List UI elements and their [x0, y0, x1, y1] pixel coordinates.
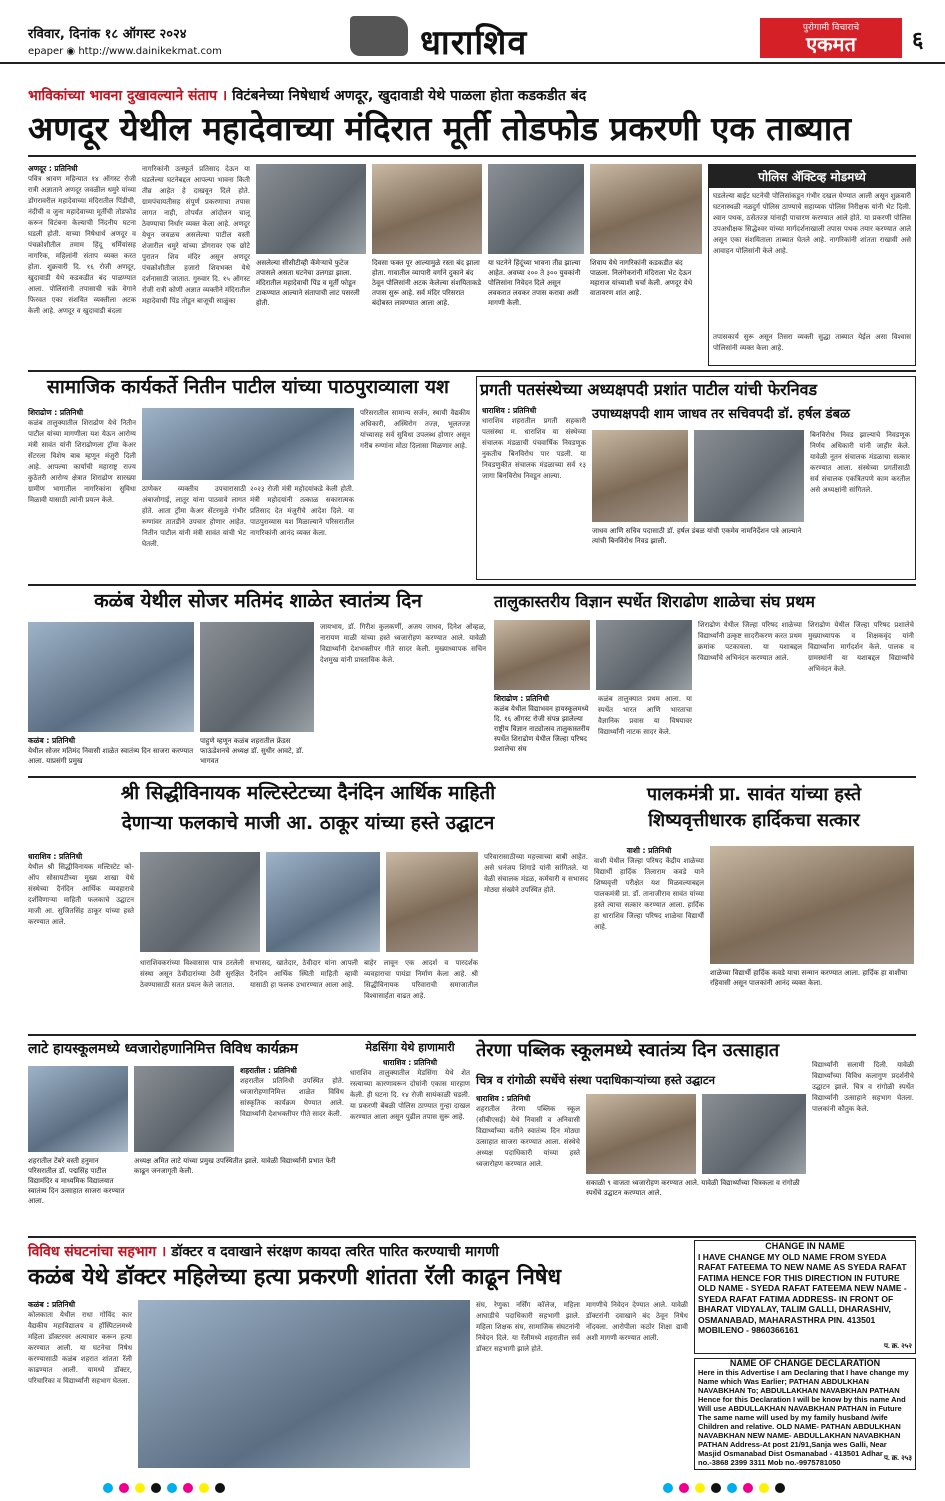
story7-col [594, 846, 704, 1024]
story11-text-2: संघ, रेणुका नर्सिंग कॉलेज, महिला आघाडीचे पदाधिकारी सहभागी झाले. महिला शिक्षक संघ, सामाजिक संघटनांनी निवेदन दिले. या रॅलीमध्ये शहरातील सर्व डॉक्टर सहभागी झाले होते. [476, 1301, 580, 1353]
lead-text-2: नागरिकांनी उत्स्फूर्त प्रतिसाद देऊन या घडलेल्या घटनेबद्दल आपल्या भावना किती तीव्र आहेत हे दाखवून दिले होते. ग्रामपंचायतीसह संपूर्ण प्रकरणाचा तपास लागत नाही, तोपर्यंत आंदोलन चालू ठेवण्याचा निर्धार व्यक्त केला आहे. अणदूर येथून जवळच असलेल्या पाटील वस्ती शेजारील धमुरे यांच्या डोंगरावर एक छोटे पुरातन शिव मंदिर असून अणदूर पंचक्रोशीतील हजारो शिवभक्त येथे दर्शनासाठी जातात. गुरुवार दि. १५ ऑगस्ट रोजी रात्री कोणी अज्ञात व्यक्तीने मंदिरातील महादेवाची पिंड तोडून बाजूची साळुंका [142, 165, 250, 305]
story11-kicker-text: डॉक्टर व दवाखाने संरक्षण कायदा त्वरित पारित करण्याची मागणी [171, 1244, 499, 1260]
story11-byline: कळंब : प्रतिनिधी [28, 1300, 76, 1309]
police-box [708, 164, 916, 366]
story11-kicker-red: विविध संघटनांचा सहभाग । [28, 1244, 167, 1260]
lead-photo-4 [590, 164, 702, 254]
story7-headline-2: शिष्यवृत्तीधारक हार्दिकचा सत्कार [648, 810, 860, 831]
story4-photo-2 [200, 622, 314, 732]
story8-text: शहरातील प्रतिनिधी उपस्थित होते. ध्वजारोहणानिमित्त शाळेत विविध सांस्कृतिक कार्यक्रम घेण्यात आले. विद्यार्थ्यांनी देशभक्तीपर गीते सादर केली. [240, 1077, 344, 1118]
ad2-body: Here in this Advertise I am Declaring that I have change my Name which Was Earlier; PATHAN ABDULKHAN NAVABKHAN To; ABDULLAKHAN NAVABKHAN PATHAN Hence for this Declaration I will be know by this name And Will use ABDULLAKHAN NAVABKHAN PATHAN in Future The same name will used by my family husband /wife Children and relative. OLD NAME- PATHAN ABDULKHAN NAVABKHAN NEW NAME- ABDULLAKHAN NAVABKHAN PATHAN Address-At post 21/91,Sanja wes Galli, Near Masjid Osmanabad Dist Osmanabad - 413501 Adhar no.-3868 2399 3311 Mob no.-9975781050 [698, 1368, 909, 1467]
story10-photo-1 [586, 1094, 696, 1174]
story6-text-3: सभासद, खातेदार, ठेवीदार यांना आपली दैनंदिन आर्थिक स्थिती माहिती व्हावी यासाठी हा फलक उभारण्यात आला आहे. [250, 959, 358, 989]
story6-byline: धाराशिव : प्रतिनिधी [28, 852, 83, 861]
story7-photo [710, 846, 914, 964]
story2-byline: शिराढोण : प्रतिनिधी [28, 408, 84, 417]
lead-caption-4: शिवाय येथे नागरिकांनी कडकडीत बंद पाळला. निलंगेकरांनी मंदिराला भेट देऊन महाराज यांच्याशी चर्चा केली. अणदूर येथे वातावरण शांत आहे. [590, 259, 693, 297]
story6-photo-3 [386, 852, 478, 952]
brand-name: एकमत [806, 32, 856, 56]
police-box-footer: तपासकार्य सुरू असून तिसरा व्यक्ती सुद्धा ताब्यात येईल असा विश्वास पोलिसांनी व्यक्त केला आहे. [713, 333, 911, 352]
story6-headline-2: देणाऱ्या फलकाचे माजी आ. ठाकूर यांच्या हस्ते उद्घाटन [121, 812, 495, 834]
registration-marks-right [660, 1478, 788, 1497]
lead-caption-3: या घटनेने हिंदूंच्या भावना तीव्र झाल्या आहेत. अवघ्या २०० ते ३०० युवकांनी पोलिसांना निवेदन दिले असून लवकरात लवकर तपास करावा अशी मागणी केली. [488, 259, 581, 307]
story10-caption: सकाळी ९ वाजता ध्वजारोहण करण्यात आले. यावेळी विद्यार्थ्यांच्या चित्रकला व रांगोळी स्पर्धेचे उद्घाटन करण्यात आले. [586, 1179, 800, 1197]
classified-ad-1 [694, 1240, 916, 1354]
classified-ad-2 [694, 1358, 916, 1470]
story10-headline: तेरणा पब्लिक स्कूलमध्ये स्वातंत्र्य दिन उत्साहात [476, 1040, 780, 1061]
story6-text-1: येथील श्री सिद्धीविनायक मल्टिस्टेट को-ऑप सोसायटीच्या मुख्य शाखा येथे संस्थेच्या दैनंदिन आर्थिक व्यवहाराचे दर्शविणाऱ्या माहिती फलकाचे उद्घाटन माजी आ. सुजितसिंह ठाकूर यांच्या हस्ते करण्यात आले. [28, 863, 134, 926]
story2-text-3: २०२३ रोजी मंत्री महोदयांकडे केली होती. मंत्री महोदयांनी तत्काळ सकारात्मक प्रतिसाद देत मंजुरीचे आदेश दिले. या पाठपुराव्यास यश मिळाल्याने परिसरातील नागरिकांनी आनंद व्यक्त केला. [250, 485, 354, 537]
story8-col [240, 1066, 344, 1152]
story2-photo [142, 408, 354, 480]
ad1-title: CHANGE IN NAME [765, 1241, 845, 1251]
story7-text: वाशी येथील जिल्हा परिषद केंद्रीय शाळेच्या विद्यार्थी हार्दिक तिलाराम कवडे याने शिष्यवृत्ती परीक्षेत यश मिळवल्याबद्दल पालकमंत्री प्रा. डॉ. तानाजीराव सावंत यांच्या हस्ते त्याचा सत्कार करण्यात आला. हार्दिक हा धाराशिव जिल्हा परिषद शाळेचा विद्यार्थी आहे. [594, 857, 704, 931]
story9-byline: धाराशिव : प्रतिनिधी [382, 1058, 438, 1067]
story3-caption: जाधव आणि सचिव पदासाठी डॉ. हर्षल डंबळ यांची एकमेव नामनिर्देशन पत्रे आल्याने त्यांची बिनविरोध निवड झाली. [592, 527, 802, 545]
story2-headline: सामाजिक कार्यकर्ते नितीन पाटील यांच्या पाठपुराव्याला यश [47, 376, 449, 398]
lead-caption-2: दिवसा फक्त पूर आल्यामुळे रस्ता बंद झाला होता. गावातील व्यापारी वर्गाने दुकाने बंद ठेवून पोलिसांनी अटक केलेल्या संशयिताकडे तपास सुरू आहे. सर्व मंदिर परिसरात बंदोबस्त लावण्यात आला आहे. [372, 259, 482, 307]
story6-photo-1 [140, 852, 260, 952]
story6-text-4: बाहेर लावून एक आदर्श व पारदर्शक व्यवहाराचा पायंडा निर्माण केला आहे. श्री सिद्धीविनायक परिवाराची समाजातील विश्वासार्हता वाढत आहे. [364, 959, 478, 1000]
story5-cap-wrap [494, 694, 594, 770]
story11-kicker [28, 1242, 688, 1261]
story8-photo-2 [134, 1066, 234, 1152]
story10-text-1: शहरातील तेरणा पब्लिक स्कूल (सीबीएसई) येथे निवासी व अनिवासी विद्यार्थ्यांच्या वतीने स्वातंत्र्य दिन मोठ्या उत्साहात साजरा करण्यात आला. संस्थेचे अध्यक्ष पदाधिकारी यांच्या हस्ते ध्वजारोहण करण्यात आले. [476, 1105, 580, 1168]
story10-text-2: विद्यार्थ्यांनी सलामी दिली. यावेळी विद्यार्थ्यांच्या विविध कलागुण प्रदर्शनीचे उद्घाटन झाले. चित्र व रांगोळी स्पर्धेत विद्यार्थ्यांनी उत्साहाने सहभाग घेतला. पालकांनी कौतुक केले. [812, 1061, 914, 1113]
story10-subhead: चित्र व रांगोळी स्पर्धेचे संस्था पदाधिकाऱ्यांच्या हस्ते उद्घाटन [476, 1073, 716, 1087]
story8-byline: शहरातील : प्रतिनिधी [240, 1066, 297, 1075]
lead-photo-1 [256, 164, 366, 254]
ad1-body: I HAVE CHANGE MY OLD NAME FROM SYEDA RAFAT FATEEMA TO NEW NAME AS SYEDA RAFAT FATIMA HENCE FOR THIS DIRECTION IN FUTURE OLD NAME - SYEDA RAFAT FATEEMA NEW NAME - SYEDA RAFAT FATIMA ADDRESS- IN FRONT OF BHARAT VIDYALAY, TALIM GALLI, DHARASHIV, OSMANABAD, MAHARASTHRA PIN. 413501 MOBILENO - 9860366161 [698, 1251, 907, 1335]
story11-text-1: कोलकाता येथील राधा गोविंद कार वैद्यकीय महाविद्यालय व हॉस्पिटलमध्ये महिला डॉक्टरवर अत्याचार करून हत्या करण्यात आली. या घटनेचा निषेध करण्यासाठी कळंब शहरात शांतता रॅली काढण्यात आली. यामध्ये डॉक्टर, परिचारिका व विद्यार्थ्यांनी सहभाग घेतला. [28, 1311, 132, 1385]
story4-headline: कळंब येथील सोजर मतिमंद शाळेत स्वातंत्र्य दिन [94, 590, 422, 612]
story5-text-2: शिराढोण येथील जिल्हा परिषद शाळेच्या विद्यार्थ्यांनी उत्कृष्ट सादरीकरण करत प्रथम क्रमांक पटकावला. या यशाबद्दल विद्यार्थ्यांचे अभिनंदन करण्यात आले. [698, 621, 802, 662]
story4-caption-1-wrap [28, 736, 194, 770]
story7-headline-1: पालकमंत्री प्रा. सावंत यांच्या हस्ते [646, 784, 862, 805]
story8-caption-1: शहरातील टेंबरे वस्ती हनुमान परिसरातील डॉ. पद्मसिंह पाटील विद्यामंदिर व माध्यमिक विद्यालयात स्वातंत्र्य दिन उत्साहात साजरा करण्यात आला. [28, 1157, 125, 1205]
newspaper-logo [760, 18, 902, 58]
story2-text-2: ठाणेकर व्यक्तीच उपचारासाठी अंबाजोगाई, लातूर यांना पाठवावे लागत होते. आता ट्रॉमा केअर सेंटरमुळे गंभीर रुग्णांवर तातडीने उपचार होणार आहेत. नितीन पाटील यांनी मंत्री सावंत यांची भेट घेतली. [142, 485, 246, 548]
lead-headline: अणदूर येथील महादेवाच्या मंदिरात मूर्ती तोडफोड प्रकरणी एक ताब्यात [28, 109, 852, 148]
story5-text-3: शिराढोण येथील जिल्हा परिषद प्रशालेचे मुख्याध्यापक व शिक्षकवृंद यांनी विद्यार्थ्यांना मार्गदर्शन केले. पालक व ग्रामस्थांनी या यशाबद्दल विद्यार्थ्यांचे अभिनंदन केले. [808, 621, 914, 673]
issue-date: रविवार, दिनांक १८ ऑगस्ट २०२४ [28, 27, 187, 42]
story4-caption-1: येथील सोजर मतिमंद निवासी शाळेत स्वातंत्र्य दिन साजरा करण्यात आला. याप्रसंगी प्रमुख [28, 747, 194, 765]
story9-col [350, 1058, 470, 1226]
district-map-icon [350, 16, 408, 56]
police-box-text: घडलेल्या बाईट घटनेची पोलिसांकडून गंभीर दखल घेण्यात आली असून शुक्रवारी घटनास्थळी नळदुर्ग पोलिस ठाण्याचे सहाय्यक पोलिस निरीक्षक यांनी भेट दिली. श्वान पथक, ठसेतज्ज्ञ यांनाही पाचारण करण्यात आले होते. या प्रकरणी पोलिस उपअधीक्षक सिद्धेश्वर यांच्या मार्गदर्शनाखाली तपास पथक तयार करण्यात आले असून एका संशयिताला ताब्यात घेतले आहे. नागरिकांनी शांतता राखावी असे आवाहन पोलिसांनी केले आहे. [713, 192, 911, 255]
lead-byline: अणदूर : प्रतिनिधी [28, 164, 78, 173]
lead-photo-2 [372, 164, 482, 254]
story3-text-1: धाराशिव शहरातील प्रगती सहकारी पतसंस्था म. धाराशिव या संस्थेच्या संचालक मंडळाची पंचवार्षिक निवडणूक नुकतीच बिनविरोध पार पडली. या निवडणुकीत संचालक मंडळाच्या सर्व १३ जागा बिनविरोध निवडून आल्या. [482, 417, 586, 480]
story3-col-1 [482, 406, 586, 566]
lead-text-1: पवित्र श्रावण महिन्यात १४ ऑगस्ट रोजी रात्री अज्ञाताने अणदूर जवळील धमुरे यांच्या डोंगरावरील महादेवाच्या मंदिरातील पिंडीची, नंदीची व जुना महादेवाच्या मूर्तीची तोडफोड करून विटंबना केल्याची निंदनीय घटना घडली होती. याच्या निषेधार्थ अणदूर व पंचक्रोशीतील तमाम हिंदू धर्मियांसह नागरिक, महिलांनी संताप व्यक्त करत होता. शुक्रवारी दि. १६ रोजी अणदूर, खुदावाडी येथे कडकडीत बंद पाळण्यात आला. पोलिसांनी तपासाची चक्रे वेगाने फिरवत एका संशयित व्यक्तीला अटक केली आहे. अणदूर व खुदावाडी बंदला [28, 175, 136, 315]
section-title: धाराशिव [420, 23, 528, 63]
story8-caption-2: अध्यक्ष अमित लाटे यांच्या प्रमुख उपस्थितीत झाले. यावेळी विद्यार्थ्यांनी प्रभात फेरी काढून जनजागृती केली. [134, 1157, 336, 1175]
story4-photo-1 [28, 622, 194, 732]
lead-kicker-text: विटंबनेच्या निषेधार्थ अणदूर, खुदावाडी येथे पाळला होता कडकडीत बंद [232, 88, 587, 104]
story7-caption: शाळेच्या विद्यार्थी हार्दिक कवडे याचा सन्मान करण्यात आला. हार्दिक हा वाशीचा रहिवासी असून पालकांनी आनंद व्यक्त केला. [710, 969, 908, 987]
story9-text: धाराशिव तालुक्यातील मेडसिंगा येथे शेत रस्त्याच्या कारणावरून दोघांनी एकास मारहाण केली. ही घटना दि. १४ रोजी सायंकाळी घडली. या प्रकरणी बेंबळी पोलिस ठाण्यात गुन्हा दाखल करण्यात आला असून पुढील तपास सुरू आहे. [350, 1069, 470, 1121]
lead-caption-1: असलेल्या सीसीटीव्ही कॅमेऱ्याचे फुटेज तपासले असता घटनेचा उलगडा झाला. मंदिरातील महादेवाची पिंड व मूर्ती फोडून टाकण्यात आल्याने संतापाची लाट पसरली होती. [256, 259, 360, 307]
story9-headline: मेडसिंगा येथे हाणामारी [365, 1041, 455, 1054]
story3-photo-1 [592, 430, 688, 522]
ad2-ref: प. क्र. २५३ [883, 1455, 912, 1462]
story10-col [476, 1094, 580, 1228]
story6-text-2: धाराशिवकरांच्या विश्वासास पात्र ठरलेली संस्था असून ठेवीदारांच्या ठेवी सुरक्षित ठेवण्यासाठी सतत प्रयत्न केले जातात. [140, 959, 244, 989]
story2-text-4: परिसरातील सामान्य सर्जन, स्थायी वैद्यकीय अधिकारी, अस्थिरोग तज्ज्ञ, भूलतज्ज्ञ यांच्यासह सर्व सुविधा उपलब्ध होणार असून गरीब रुग्णांना मोठा दिलासा मिळणार आहे. [360, 409, 470, 450]
lead-col-1 [28, 164, 136, 374]
police-box-title: पोलिस ॲक्टिव्ह मोडमध्ये [709, 165, 915, 188]
story11-col-1 [28, 1300, 132, 1470]
lead-photo-3 [488, 164, 584, 254]
story4-byline: कळंब : प्रतिनिधी [28, 736, 76, 745]
story5-photo-2 [596, 620, 692, 690]
lead-kicker [28, 86, 908, 105]
story5-headline: तालुकास्तरीय विज्ञान स्पर्धेत शिराढोण शाळेचा संघ प्रथम [494, 592, 815, 611]
story4-caption-2: पाहुणे म्हणून कळंब शहरातील फ्रेंडस फाऊंडेशनचे अध्यक्ष डॉ. सुधीर आवटे, डॉ. भागवत [200, 737, 304, 765]
story10-photo-2 [702, 1094, 806, 1174]
story6-col-1 [28, 852, 134, 1022]
masthead [0, 0, 945, 64]
story6-text-5: परिवारासाठीच्या महत्त्वाच्या बाबी आहेत. असे धनंजय शिंगाडे यांनी सांगितले. या वेळी संचालक मंडळ, कर्मचारी व सभासद मोठ्या संख्येने उपस्थित होते. [484, 853, 588, 894]
story11-photo [138, 1300, 470, 1468]
story10-byline: धाराशिव : प्रतिनिधी [476, 1094, 531, 1103]
brand-tagline: पुरोगामी विचाराचे [802, 23, 860, 33]
story7-byline: वाशी : प्रतिनिधी [626, 846, 672, 855]
story3-byline: धाराशिव : प्रतिनिधी [482, 406, 537, 415]
story11-text-3: मागणीचे निवेदन देण्यात आले. यावेळी डॉक्टरांनी दवाखाने बंद ठेवून निषेध नोंदवला. आरोपीला कठोर शिक्षा द्यावी अशी मागणी करण्यात आली. [586, 1301, 688, 1342]
story3-headline: प्रगती पतसंस्थेच्या अध्यक्षपदी प्रशांत पाटील यांची फेरनिवड [480, 380, 818, 399]
story3-photo-2 [694, 430, 804, 522]
lead-kicker-red: भाविकांच्या भावना दुखावल्याने संताप । [28, 88, 228, 104]
story5-caption: कळंब येथील विद्याभवन हायस्कूलमध्ये दि. १६ ऑगस्ट रोजी संपन्न झालेल्या राष्ट्रीय विज्ञान नाट्योत्सव तालुकास्तरीय स्पर्धेत शिराढोण येथील जिल्हा परिषद प्रशालेचा संघ [494, 705, 590, 753]
story2-text-1: कळंब तालुक्यातील शिराढोण येथे नितीन पाटील यांच्या मागणीला यश येऊन आरोग्य मंत्री सावंत यांनी शिराढोणला ट्रॉमा केअर सेंटरला विशेष बाब म्हणून मंजुरी दिली आहे. आपल्या कार्याची महाराष्ट्र राज्य कुठेतरी आरोग्य क्षेत्रात शिराढोण सारख्या ग्रामीण भागातील नागरिकांना सुविधा मिळावी यासाठी त्यांनी प्रयत्न केले. [28, 419, 136, 504]
story8-photo-1 [28, 1066, 128, 1152]
story4-text: जायभाय, डॉ. गिरीश कुलकर्णी, अजय जाधव, दिनेश ओव्हळ, नारायण माळी यांच्या हस्ते ध्वजारोहण करण्यात आले. यावेळी विद्यार्थ्यांनी देशभक्तीपर गीते सादर केली. मुख्याध्यापक सचिन देशमुख यांनी प्रास्ताविक केले. [320, 623, 486, 664]
story8-headline: लाटे हायस्कूलमध्ये ध्वजारोहणानिमित्त विविध कार्यक्रम [28, 1041, 299, 1057]
story5-byline: शिराढोण : प्रतिनिधी [494, 694, 550, 703]
story5-photo-1 [494, 620, 590, 690]
page-number: ६ [912, 28, 924, 53]
story3-text-2: बिनविरोध निवड झाल्याचे निवडणूक निर्णय अधिकारी यांनी जाहीर केले. यावेळी नूतन संचालक मंडळाचा सत्कार करण्यात आला. संस्थेच्या प्रगतीसाठी सर्व संचालक एकत्रितपणे काम करतील असे अध्यक्षांनी सांगितले. [810, 431, 910, 494]
registration-marks-left [100, 1478, 228, 1497]
story6-headline-1: श्री सिद्धीविनायक मल्टिस्टेटच्या दैनंदिन आर्थिक माहिती [120, 782, 496, 804]
story6-photo-2 [266, 852, 380, 952]
epaper-link[interactable]: epaper ◉ http://www.dainikekmat.com [28, 46, 222, 57]
story11-headline: कळंब येथे डॉक्टर महिलेच्या हत्या प्रकरणी शांतता रॅली काढून निषेध [28, 1265, 562, 1290]
ad2-title: NAME OF CHANGE DECLARATION [729, 1358, 881, 1368]
story3-subhead: उपाध्यक्षपदी शाम जाधव तर सचिवपदी डॉ. हर्षल डंबळ [592, 407, 850, 422]
story2-col-1 [28, 408, 136, 583]
ad1-ref: प. क्र. २५२ [883, 1342, 912, 1350]
story5-text-1: कळंब तालुक्यात प्रथम आला. या स्पर्धेत भारत आणि भारताचा वैज्ञानिक प्रवास या विषयावर विद्यार्थ्यांनी नाटक सादर केले. [598, 695, 692, 736]
